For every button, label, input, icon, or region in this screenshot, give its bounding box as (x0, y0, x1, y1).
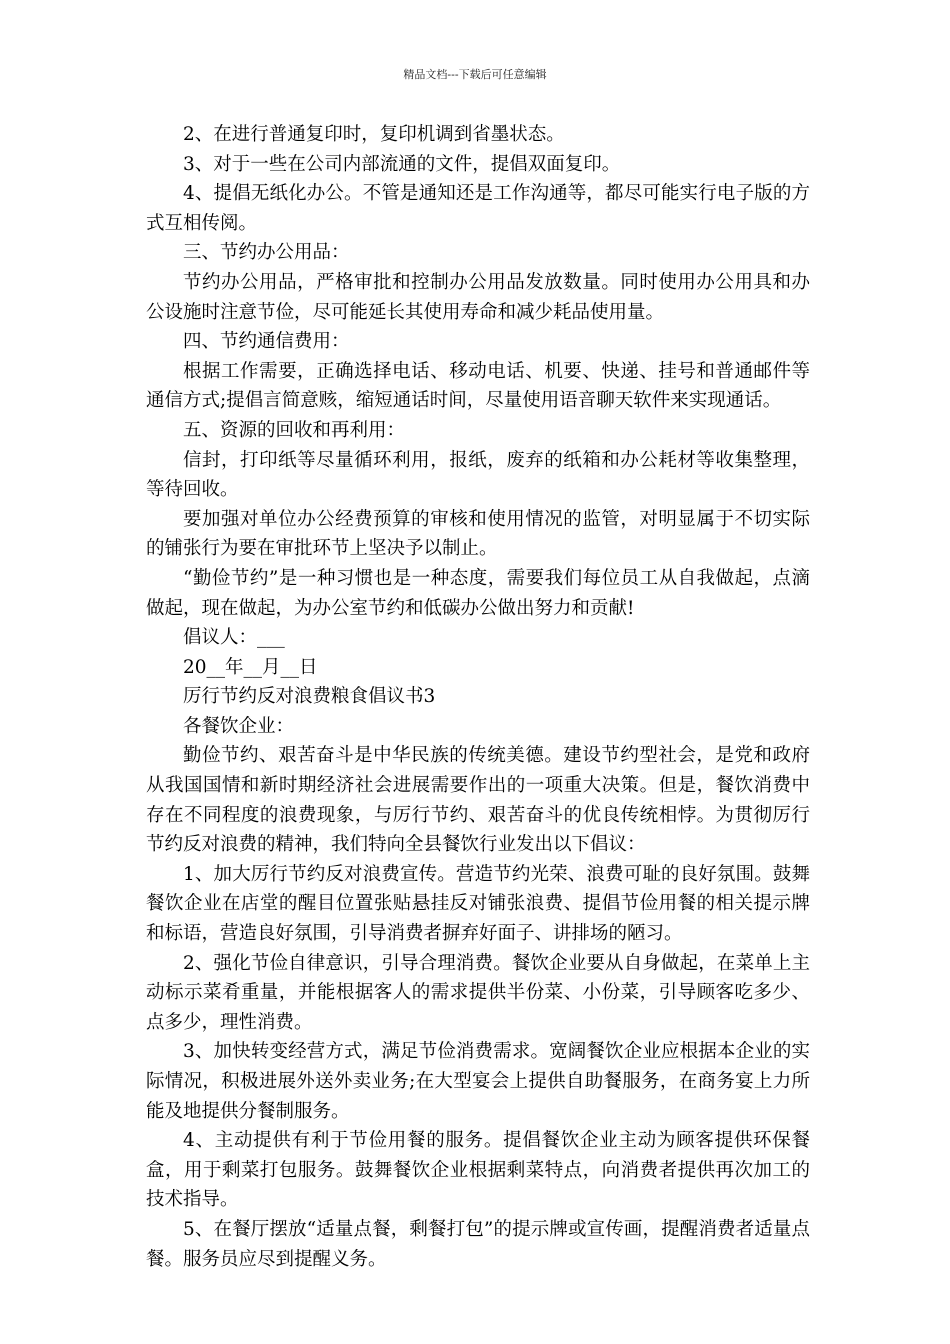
paragraph: 2、在进行普通复印时，复印机调到省墨状态。 (183, 124, 565, 145)
paragraph: 2、强化节俭自律意识，引导合理消费。餐饮企业要从自身做起，在菜单上主动标示菜肴重量，并能根据客人的需求提供半份菜、小份菜，引导顾客吃多少、点多少，理性消费。 (146, 952, 810, 1033)
salutation: 各餐饮企业： (183, 715, 295, 737)
paragraph: 勤俭节约、艰苦奋斗是中华民族的传统美德。建设节约型社会，是党和政府从我国国情和新时期经济社会进展需要作出的一项重大决策。但是，餐饮消费中存在不同程度的浪费现象，与厉行节约、艰苦奋斗的优良传统相悖。为贯彻厉行节约反对浪费的精神，我们特向全县餐饮行业发出以下倡议： (146, 745, 810, 856)
signature-line: 倡议人：___ (183, 627, 285, 649)
document-title: 厉行节约反对浪费粮食倡议书3 (183, 686, 436, 708)
paragraph: 3、加快转变经营方式，满足节俭消费需求。宽阔餐饮企业应根据本企业的实际情况，积极进展外送外卖业务;在大型宴会上提供自助餐服务，在商务宴上力所能及地提供分餐制服务。 (146, 1041, 810, 1122)
paragraph: 1、加大厉行节约反对浪费宣传。营造节约光荣、浪费可耻的良好氛围。鼓舞餐饮企业在店堂的醒目位置张贴悬挂反对铺张浪费、提倡节俭用餐的相关提示牌和标语，营造良好氛围，引导消费者摒弃好面子、讲排场的陋习。 (146, 863, 810, 945)
paragraph: 3、对于一些在公司内部流通的文件，提倡双面复印。 (183, 153, 621, 175)
paragraph: 根据工作需要，正确选择电话、移动电话、机要、快递、挂号和普通邮件等通信方式;提倡言简意赅，缩短通话时间，尽量使用语音聊天软件来实现通话。 (146, 360, 810, 412)
section-heading: 三、节约办公用品： (183, 242, 350, 264)
paragraph: 信封，打印纸等尽量循环利用，报纸，废弃的纸箱和办公耗材等收集整理，等待回收。 (146, 449, 810, 501)
paragraph: “勤俭节约”是一种习惯也是一种态度，需要我们每位员工从自我做起，点滴做起，现在做起，为办公室节约和低碳办公做出努力和贡献! (146, 567, 810, 619)
paragraph: 5、在餐厅摆放“适量点餐，剩餐打包”的提示牌或宣传画，提醒消费者适量点餐。服务员应尽到提醒义务。 (146, 1218, 810, 1270)
date-line: 20__年__月__日 (183, 656, 318, 678)
section-heading: 五、资源的回收和再利用： (183, 419, 406, 441)
paragraph: 要加强对单位办公经费预算的审核和使用情况的监管，对明显属于不切实际的铺张行为要在审批环节上坚决予以制止。 (146, 508, 810, 560)
section-heading: 四、节约通信费用： (183, 331, 350, 353)
paragraph: 4、主动提供有利于节俭用餐的服务。提倡餐饮企业主动为顾客提供环保餐盒，用于剩菜打包服务。鼓舞餐饮企业根据剩菜特点，向消费者提供再次加工的技术指导。 (146, 1130, 810, 1211)
page-header: 精品文档---下载后可任意编辑 (403, 68, 547, 81)
paragraph: 节约办公用品，严格审批和控制办公用品发放数量。同时使用办公用具和办公设施时注意节俭，尽可能延长其使用寿命和减少耗品使用量。 (146, 271, 810, 323)
document-body (146, 120, 810, 1274)
paragraph: 4、提倡无纸化办公。不管是通知还是工作沟通等，都尽可能实行电子版的方式互相传阅。 (146, 183, 810, 234)
